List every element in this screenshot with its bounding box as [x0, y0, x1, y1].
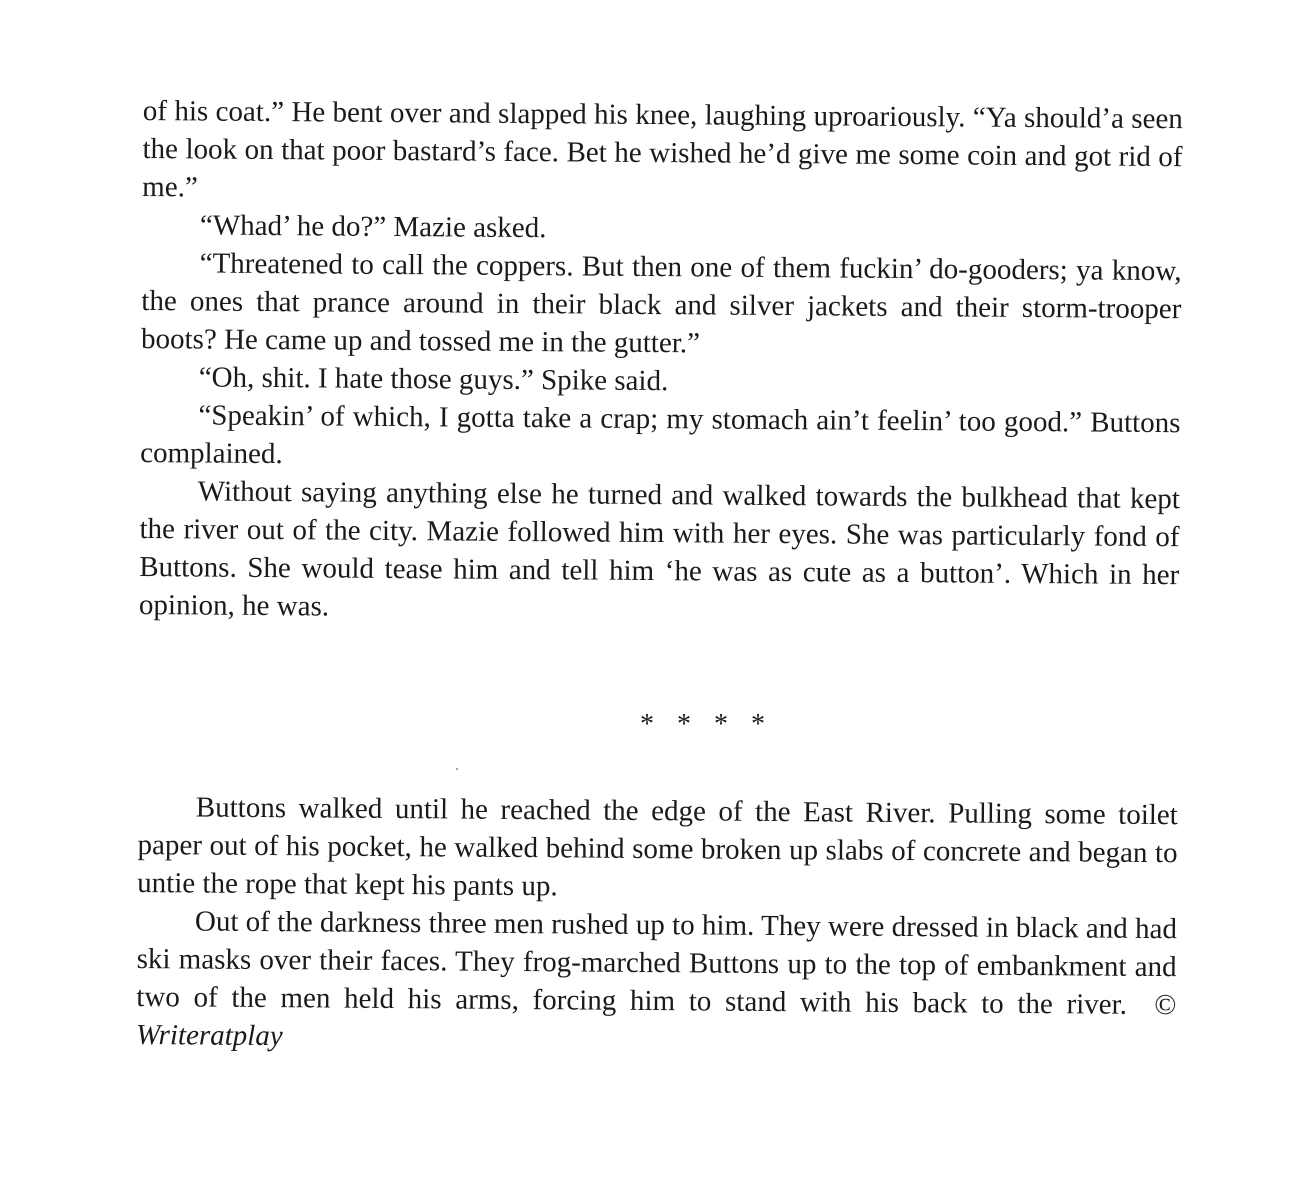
author-signature: Writeratplay [135, 1018, 283, 1053]
paragraph: “Oh, shit. I hate those guys.” Spike said. [198, 361, 669, 398]
text-block-before-break [139, 92, 1183, 632]
paragraph: “Threatened to call the coppers. But then one of them fuckin’ do-gooders; ya know, the ones that prance around in their black and silver jackets and their storm-trooper boots? He came up and tossed me in the gutter.” [140, 247, 1182, 360]
paragraph: “Speakin’ of which, I gotta take a crap; my stomach ain’t feelin’ too good.” Buttons complained. [140, 399, 1181, 471]
scan-speck [456, 768, 458, 770]
paragraph: Buttons walked until he reached the edge of the East River. Pulling some toilet paper out of his pocket, he walked behind some broken up slabs of concrete and began to untie the rope that kept his pants up. [137, 791, 1178, 903]
paragraph-text: Out of the darkness three men rushed up to him. They were dressed in black and had ski masks over their faces. They frog-marched Buttons up to the top of embankment and two of the men held his arms, forcing him to stand with his back to the river. [136, 905, 1178, 1021]
copyright-symbol: © [1154, 988, 1177, 1022]
paragraph: Without saying anything else he turned and walked towards the bulkhead that kept the river out of the city. Mazie followed him with her eyes. She was particularly fond of Buttons. She would tease him and tell him ‘he was as cute as a button’. Which in her opinion, he was. [138, 475, 1180, 623]
paragraph: “Whad’ he do?” Mazie asked. [199, 209, 547, 245]
paragraph-with-copyright [136, 902, 1177, 1062]
paragraph: of his coat.” He bent over and slapped his knee, laughing uproariously. “Ya should’a seen the look on that poor bastard’s face. Bet he wished he’d give me some coin and got rid of me.” [142, 94, 1183, 204]
scene-break: * * * * [640, 709, 773, 740]
text-block-after-break [136, 788, 1178, 1062]
